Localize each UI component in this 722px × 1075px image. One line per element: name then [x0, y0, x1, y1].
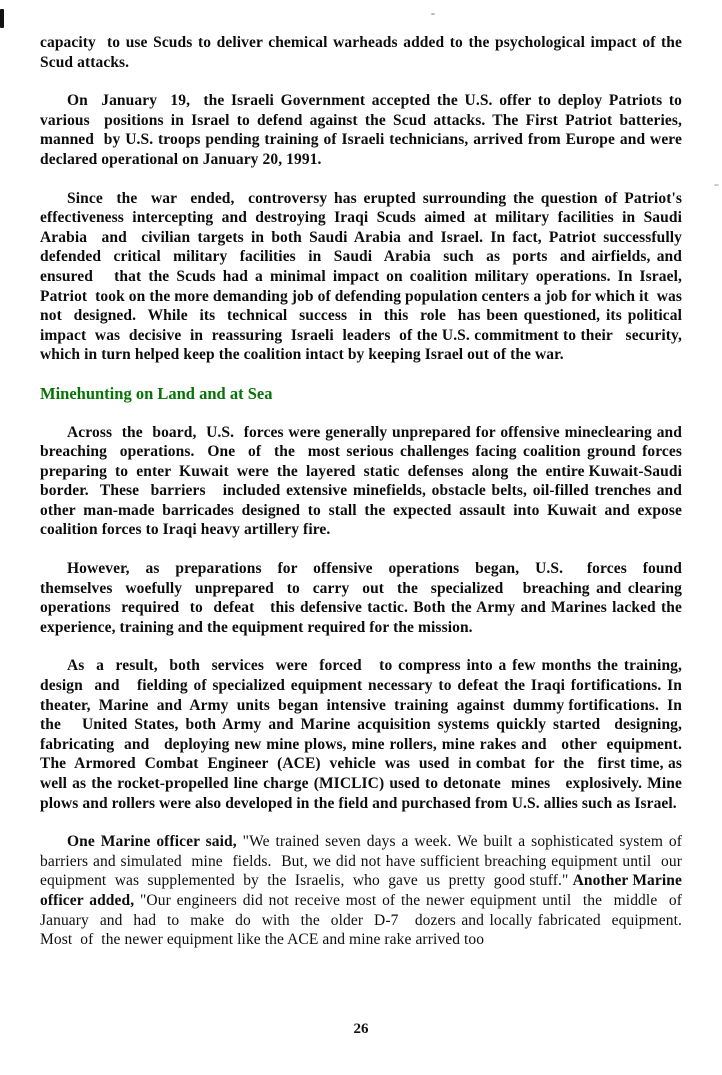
- paragraph-as-a-result: As a result, both services were forced to compress into a few months the training, design and fielding of specialized equipment necessary to defeat the Iraqi fortifications. In theater, Marine and Army units began intensive training against dummy fortifications. In the United States, both Army and Marine acquisition systems quickly started designing, fabricating and deploying new mine plows, mine rollers, mine rakes and other equipment. The Armored Combat Engineer (ACE) vehicle was used in combat for the first time, as well as the rocket-propelled line charge (MICLIC) used to detonate mines explosively. Mine plows and rollers were also developed in the field and purchased from U.S. allies such as Israel.: [40, 657, 694, 812]
- page-content: [40, 33, 694, 969]
- section-heading-minehunting: Minehunting on Land and at Sea: [40, 383, 273, 403]
- bold-lead-in-one-marine: One Marine officer said,: [67, 833, 243, 851]
- page-number: 26: [353, 1021, 369, 1037]
- bold-lead-in-another-marine: Another Marine officer added,: [40, 872, 686, 909]
- paragraph-patriot-controversy: Since the war ended, controversy has erupted surrounding the question of Patriot's effectiveness intercepting and destroying Iraqi Scuds aimed at military facilities in Saudi Arabia and civilian targets in both Saudi Arabia and Israel. In fact, Patriot successfully defended critical military facilities in Saudi Arabia such as ports and airfields, and ensured that the Scuds had a minimal impact on coalition military operations. In Israel, Patriot took on the more demanding job of defending population centers a job for which it was not designed. While its technical success in this role has been questioned, its political impact was decisive in reassuring Israeli leaders of the U.S. commitment to their security, which in turn helped keep the coalition intact by keeping Israel out of the war.: [40, 189, 690, 364]
- quote-another-marine: "Our engineers did not receive most of the newer equipment until the middle of January and had to make do with the older D-7 dozers and locally fabricated equipment. Most of the newer equipment like the ACE and mine rake arrived too: [40, 891, 690, 949]
- scan-artifact-speck: [431, 13, 435, 15]
- paragraph-marine-officer-quotes: [40, 832, 690, 950]
- quote-one-marine: "We trained seven days a week. We built a sophisticated system of barriers and simulated mine fields. But, we did not have sufficient breaching equipment until our equipment was supplemented by the Israelis, who gave us pretty good stuff.": [40, 833, 690, 890]
- paragraph-scud-capacity: capacity to use Scuds to deliver chemical warheads added to the psychological impact of the Scud attacks.: [40, 34, 686, 71]
- paragraph-january-19: On January 19, the Israeli Government accepted the U.S. offer to deploy Patriots to various positions in Israel to defend against the Scud attacks. The First Patriot batteries, manned by U.S. troops pending training of Israeli technicians, arrived from Europe and were declared operational on January 20, 1991.: [40, 92, 686, 168]
- paragraph-across-the-board: Across the board, U.S. forces were generally unprepared for offensive mineclearing and breaching operations. One of the most serious challenges facing coalition ground forces preparing to enter Kuwait were the layered static defenses along the entire Kuwait-Saudi border. These barriers included extensive minefields, obstacle belts, oil-filled trenches and other man-made barricades designed to stall the expected assault into Kuwait and expose coalition forces to Iraqi heavy artillery fire.: [40, 423, 690, 539]
- paragraph-however-preparations: However, as preparations for offensive operations began, U.S. forces found themselves woefully unprepared to carry out the specialized breaching and clearing operations required to defeat this defensive tactic. Both the Army and Marines lacked the experience, training and the equipment required for the mission.: [40, 560, 686, 636]
- scan-artifact-speck: [714, 184, 719, 186]
- scan-artifact-bar: [0, 9, 4, 28]
